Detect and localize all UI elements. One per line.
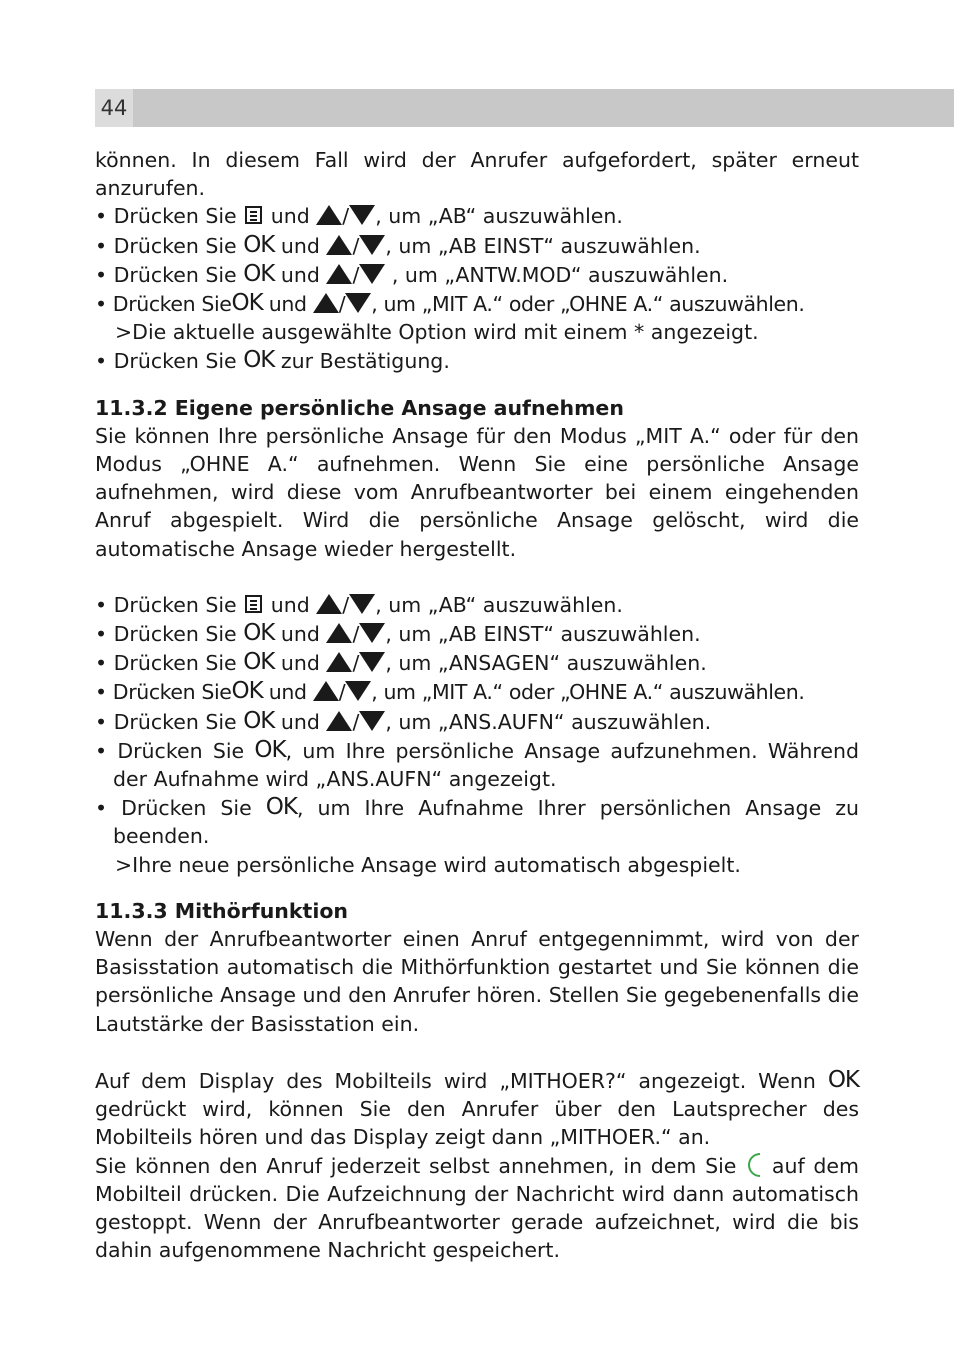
list-item: • Drücken Sie OK und / , um „ANSAGEN“ auszuwählen. xyxy=(95,649,707,676)
down-arrow-icon xyxy=(345,293,371,313)
up-arrow-icon xyxy=(326,711,352,731)
up-arrow-icon xyxy=(326,235,352,255)
down-arrow-icon xyxy=(359,652,385,672)
ok-key-icon: OK xyxy=(243,707,275,734)
list-item: • Drücken Sie und / , um „AB“ auszuwählen. xyxy=(95,592,623,617)
up-arrow-icon xyxy=(313,293,339,313)
list-item: • Drücken Sie OK, um Ihre persönliche Ansage aufzunehmen. Während der Aufnahme wird „ANS.AUFN“ angezeigt. xyxy=(95,736,859,792)
result-note: >Ihre neue persönliche Ansage wird automatisch abgespielt. xyxy=(115,852,741,877)
down-arrow-icon xyxy=(359,264,385,284)
ok-key-icon: OK xyxy=(265,794,297,821)
up-arrow-icon xyxy=(313,681,339,701)
list-item: • Drücken Sie OK, um Ihre Aufnahme Ihrer persönlichen Ansage zu beenden. xyxy=(95,794,859,849)
ok-key-icon: OK xyxy=(243,260,275,287)
ok-key-icon: OK xyxy=(243,231,275,258)
paragraph: Sie können Ihre persönliche Ansage für den Modus „MIT A.“ oder für den Modus „OHNE A.“ aufnehmen. Wenn Sie eine persönliche Ansage aufnehmen, wird diese vom Anrufbeantworter bei einem eingehenden Anruf abgespielt. Wird die persönliche Ansage gelöscht, wird die automatische Ansage wieder hergestellt. xyxy=(95,423,859,561)
down-arrow-icon xyxy=(359,235,385,255)
up-arrow-icon xyxy=(316,594,342,614)
list-item: • Drücken Sie OK und / , um „ANS.AUFN“ auszuwählen. xyxy=(95,707,712,734)
ok-key-icon: OK xyxy=(231,290,263,317)
down-arrow-icon xyxy=(349,594,375,614)
ok-key-icon: OK xyxy=(231,678,263,705)
section-heading: 11.3.3 Mithörfunktion xyxy=(95,898,349,923)
list-item: • Drücken Sie OK und / , um „AB EINST“ auszuwählen. xyxy=(95,231,701,258)
ok-key-icon: OK xyxy=(243,649,275,676)
list-item: • Drücken SieOK und / , um „MIT A.“ oder „OHNE A.“ auszuwählen. xyxy=(95,290,805,317)
green-handset-icon xyxy=(748,1153,760,1177)
paragraph: Sie können den Anruf jederzeit selbst annehmen, in dem Sie auf dem Mobilteil drücken. Die Aufzeichnung der Nachricht wird dann automatisch gestoppt. Wenn der Anrufbeantworter gerade aufzeichnet, wird die bis dahin aufgenommene Nachricht gespeichert. xyxy=(95,1153,859,1263)
list-item: • Drücken Sie OK und / , um „ANTW.MOD“ auszuwählen. xyxy=(95,260,729,287)
page-number: 44 xyxy=(95,89,133,127)
up-arrow-icon xyxy=(326,623,352,643)
ok-key-icon: OK xyxy=(243,347,275,374)
down-arrow-icon xyxy=(349,205,375,225)
menu-icon xyxy=(245,206,262,224)
list-item: • Drücken Sie OK und / , um „AB EINST“ auszuwählen. xyxy=(95,620,701,647)
down-arrow-icon xyxy=(359,711,385,731)
page-content xyxy=(95,146,859,1264)
list-item: • Drücken Sie OK zur Bestätigung. xyxy=(95,347,450,374)
ok-key-icon: OK xyxy=(254,736,286,763)
up-arrow-icon xyxy=(316,205,342,225)
down-arrow-icon xyxy=(359,623,385,643)
section-heading: 11.3.2 Eigene persönliche Ansage aufnehmen xyxy=(95,395,624,420)
list-item: • Drücken SieOK und / , um „MIT A.“ oder „OHNE A.“ auszuwählen. xyxy=(95,678,805,705)
ok-key-icon: OK xyxy=(827,1066,859,1093)
paragraph-intro: können. In diesem Fall wird der Anrufer aufgefordert, später erneut anzurufen. xyxy=(95,148,859,201)
menu-icon xyxy=(245,595,262,613)
paragraph: Wenn der Anrufbeantworter einen Anruf entgegennimmt, wird von der Basisstation automatisch die Mithörfunktion gestartet und Sie können die persönliche Ansage und den Anrufer hören. Stellen Sie gegebenenfalls die Lautstärke der Basisstation ein. xyxy=(95,927,859,1036)
down-arrow-icon xyxy=(345,681,371,701)
paragraph: Auf dem Display des Mobilteils wird „MITHOER?“ angezeigt. Wenn OK gedrückt wird, können Sie den Anrufer über den Lautsprecher des Mobilteils hören und das Display zeigt dann „MITHOER.“ an. xyxy=(95,1066,859,1150)
up-arrow-icon xyxy=(326,652,352,672)
list-item: • Drücken Sie und / , um „AB“ auszuwählen. xyxy=(95,204,623,229)
page-header-bar xyxy=(95,89,954,127)
up-arrow-icon xyxy=(326,264,352,284)
ok-key-icon: OK xyxy=(243,620,275,647)
result-note: >Die aktuelle ausgewählte Option wird mit einem * angezeigt. xyxy=(115,320,759,345)
